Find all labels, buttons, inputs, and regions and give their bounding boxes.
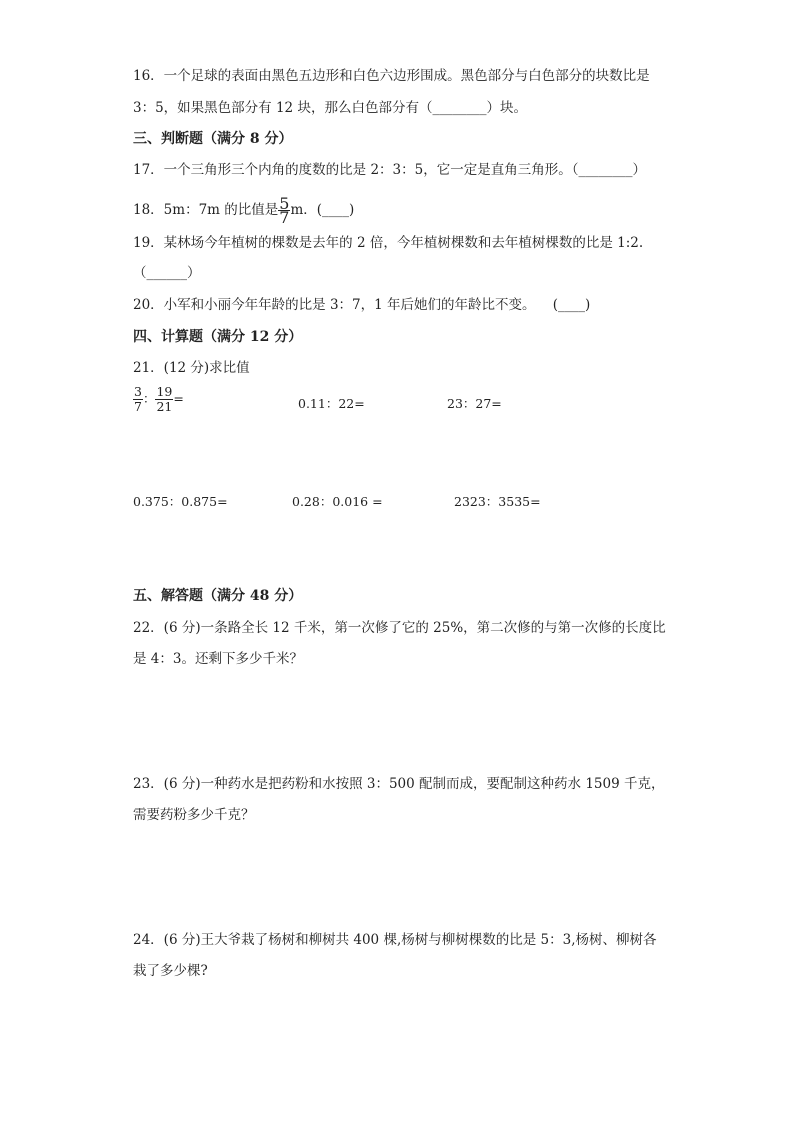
q21-item1-frac-b [155, 385, 173, 414]
q18-text [133, 194, 355, 227]
q16-line2: 3：5，如果黑色部分有 12 块，那么白色部分有（________）块。 [133, 100, 527, 116]
q21-item1 [133, 385, 184, 414]
section-calculation-title: 四、计算题（满分 12 分） [133, 329, 303, 345]
q19-line2: （______） [133, 265, 201, 281]
q21-item1-b-den: 21 [156, 399, 173, 414]
q18-frac-den: 7 [279, 208, 290, 227]
q17-text: 17．一个三角形三个内角的度数的比是 2：3：5，它一定是直角三角形。（________） [133, 162, 646, 178]
q21-item1-sep: ： [142, 391, 156, 406]
q20-text: 20．小军和小丽今年年龄的比是 3：7，1 年后她们的年龄比不变。 (____) [133, 297, 591, 313]
q22-line2: 是 4：3。还剩下多少千米？ [133, 651, 303, 667]
q18-fraction [278, 194, 290, 227]
q18-prefix: 18．5m：7m 的比值是 [133, 202, 279, 218]
q23-line2: 需要药粉多少千克？ [133, 807, 255, 823]
q18-suffix: m．(____) [290, 202, 355, 218]
q21-item4: 0.375：0.875= [133, 494, 228, 509]
q21-item1-a-num: 3 [134, 384, 142, 399]
q21-item6: 2323：3535= [454, 494, 541, 509]
section-judgement-title: 三、判断题（满分 8 分） [133, 131, 293, 147]
q21-title: 21．(12 分)求比值 [133, 360, 250, 376]
q21-item1-tail: = [173, 391, 184, 406]
q21-item1-frac-a [133, 385, 143, 414]
q24-line1: 24．(6 分)王大爷栽了杨树和柳树共 400 棵,杨树与柳树棵数的比是 5：3,杨树、柳树各 [133, 932, 657, 948]
q18-frac-num: 5 [279, 194, 290, 213]
q16-line1: 16．一个足球的表面由黑色五边形和白色六边形围成。黑色部分与白色部分的块数比是 [133, 68, 650, 84]
q22-line1: 22．(6 分)一条路全长 12 千米，第一次修了它的 25%，第二次修的与第一次修的长度比 [133, 620, 666, 636]
q21-item1-a-den: 7 [134, 399, 142, 414]
q19-line1: 19．某林场今年植树的棵数是去年的 2 倍，今年植树棵数和去年植树棵数的比是 1:2. [133, 235, 644, 251]
q21-item2: 0.11：22= [298, 396, 365, 411]
q23-line1: 23．(6 分)一种药水是把药粉和水按照 3：500 配制而成，要配制这种药水 1509 千克， [133, 776, 665, 792]
q21-item3: 23：27= [447, 396, 502, 411]
q24-line2: 栽了多少棵? [133, 963, 208, 979]
q21-item1-b-num: 19 [156, 384, 173, 399]
q21-item5: 0.28：0.016 = [292, 494, 383, 509]
section-answer-title: 五、解答题（满分 48 分） [133, 588, 303, 604]
